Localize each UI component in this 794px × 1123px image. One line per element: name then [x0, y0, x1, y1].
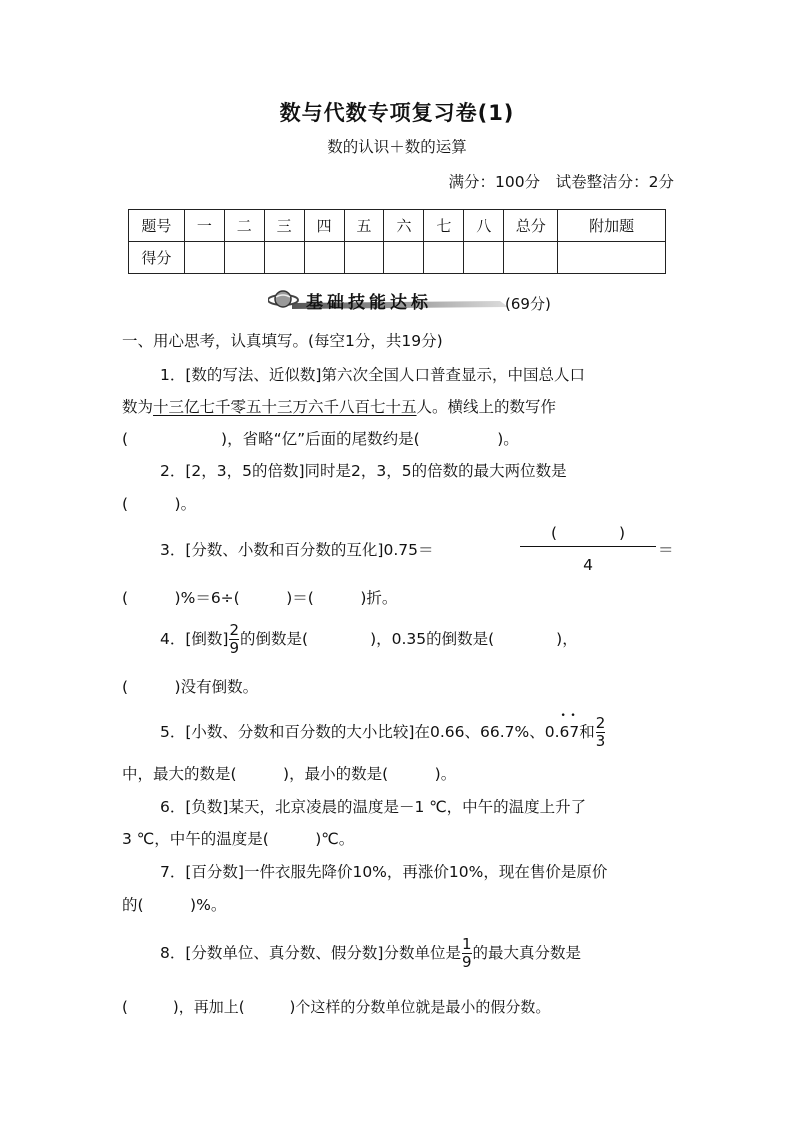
header-cell: 一: [184, 210, 224, 242]
header-cell: 总分: [504, 210, 558, 242]
q3-line-1: 3．[分数、小数和百分数的互化]0.75＝: [160, 541, 434, 559]
page-subtitle: 数的认识＋数的运算: [327, 138, 467, 156]
score-cell[interactable]: [304, 242, 344, 274]
fraction-denominator: 9: [229, 639, 240, 657]
q4-text: 的倒数是( )，0.35的倒数是( )，: [240, 630, 578, 648]
score-cell[interactable]: [344, 242, 384, 274]
q5-text: 5．[小数、分数和百分数的大小比较]在0.66、66.7%、0.: [160, 723, 560, 741]
header-cell: 附加题: [558, 210, 666, 242]
q4-text: 4．[倒数]: [160, 630, 229, 648]
score-table: [128, 209, 666, 274]
q1-line-1: 1．[数的写法、近似数]第六次全国人口普查显示，中国总人口: [160, 366, 585, 384]
header-cell: 五: [344, 210, 384, 242]
header-cell: 三: [264, 210, 304, 242]
section-banner: [268, 287, 508, 313]
q3-line-2: ( )%＝6÷( )＝( )折。: [122, 589, 398, 607]
q1-text: 人。横线上的数写作: [416, 398, 557, 416]
header-cell: 四: [304, 210, 344, 242]
fraction-numerator: 2: [229, 621, 240, 639]
q8-line-2: ( )，再加上( )个这样的分数单位就是最小的假分数。: [122, 998, 551, 1016]
fraction-denominator: 3: [595, 732, 606, 750]
q7-line-1: 7．[百分数]一件衣服先降价10%，再涨价10%，现在售价是原价: [160, 863, 608, 881]
score-table-header-row: [129, 210, 666, 242]
q1-underlined-number: 十三亿七千零五十三万六千八百七十五: [153, 398, 417, 416]
q6-line-2: 3 ℃，中午的温度是( )℃。: [122, 830, 355, 848]
score-cell[interactable]: [184, 242, 224, 274]
fraction-numerator: 2: [595, 714, 606, 732]
score-table-score-row: [129, 242, 666, 274]
score-cell[interactable]: [384, 242, 424, 274]
repeating-digit: • 7: [569, 723, 579, 741]
header-cell: 八: [464, 210, 504, 242]
score-row-label: 得分: [129, 242, 185, 274]
score-cell[interactable]: [464, 242, 504, 274]
q4-line-1: [160, 623, 578, 656]
repeating-digit: • 6: [560, 723, 570, 741]
header-cell: 六: [384, 210, 424, 242]
q2-line-2: ( )。: [122, 495, 197, 513]
q3-fraction-numerator: ( ): [520, 521, 656, 547]
q5-fraction: [596, 716, 606, 749]
q4-line-2: ( )没有倒数。: [122, 678, 259, 696]
q2-line-1: 2．[2，3，5的倍数]同时是2，3，5的倍数的最大两位数是: [160, 462, 567, 480]
score-cell[interactable]: [504, 242, 558, 274]
q1-line-2: [122, 395, 556, 417]
fraction-numerator: 1: [461, 935, 472, 953]
score-info: 满分：100分 试卷整洁分：2分: [448, 173, 674, 191]
q3-equals: ＝: [658, 541, 674, 559]
score-cell[interactable]: [224, 242, 264, 274]
score-cell[interactable]: [264, 242, 304, 274]
q8-text: 的最大真分数是: [472, 944, 582, 962]
q6-line-1: 6．[负数]某天，北京凌晨的温度是－1 ℃，中午的温度上升了: [160, 798, 587, 816]
q7-line-2: 的( )%。: [122, 896, 227, 914]
q1-text: 数为: [122, 398, 154, 416]
header-cell: 二: [224, 210, 264, 242]
q4-fraction: [229, 623, 239, 656]
q5-line-2: 中，最大的数是( )，最小的数是( )。: [122, 765, 457, 783]
fraction-denominator: 9: [461, 953, 472, 971]
section-title: 基础技能达标: [306, 293, 432, 313]
section-points: (69分): [505, 295, 551, 313]
header-cell: 题号: [129, 210, 185, 242]
q5-text: 和: [579, 723, 595, 741]
header-cell: 七: [424, 210, 464, 242]
q5-line-1: [160, 716, 606, 749]
score-cell[interactable]: [558, 242, 666, 274]
part1-heading: 一、用心思考，认真填写。(每空1分，共19分): [122, 332, 443, 350]
q8-fraction: [462, 937, 472, 970]
q8-text: 8．[分数单位、真分数、假分数]分数单位是: [160, 944, 461, 962]
q1-line-3: ( )，省略“亿”后面的尾数约是( )。: [122, 430, 519, 448]
q3-fraction-denominator: 4: [583, 556, 593, 574]
score-cell[interactable]: [424, 242, 464, 274]
q8-line-1: [160, 937, 581, 970]
page-title: 数与代数专项复习卷(1): [279, 101, 515, 125]
